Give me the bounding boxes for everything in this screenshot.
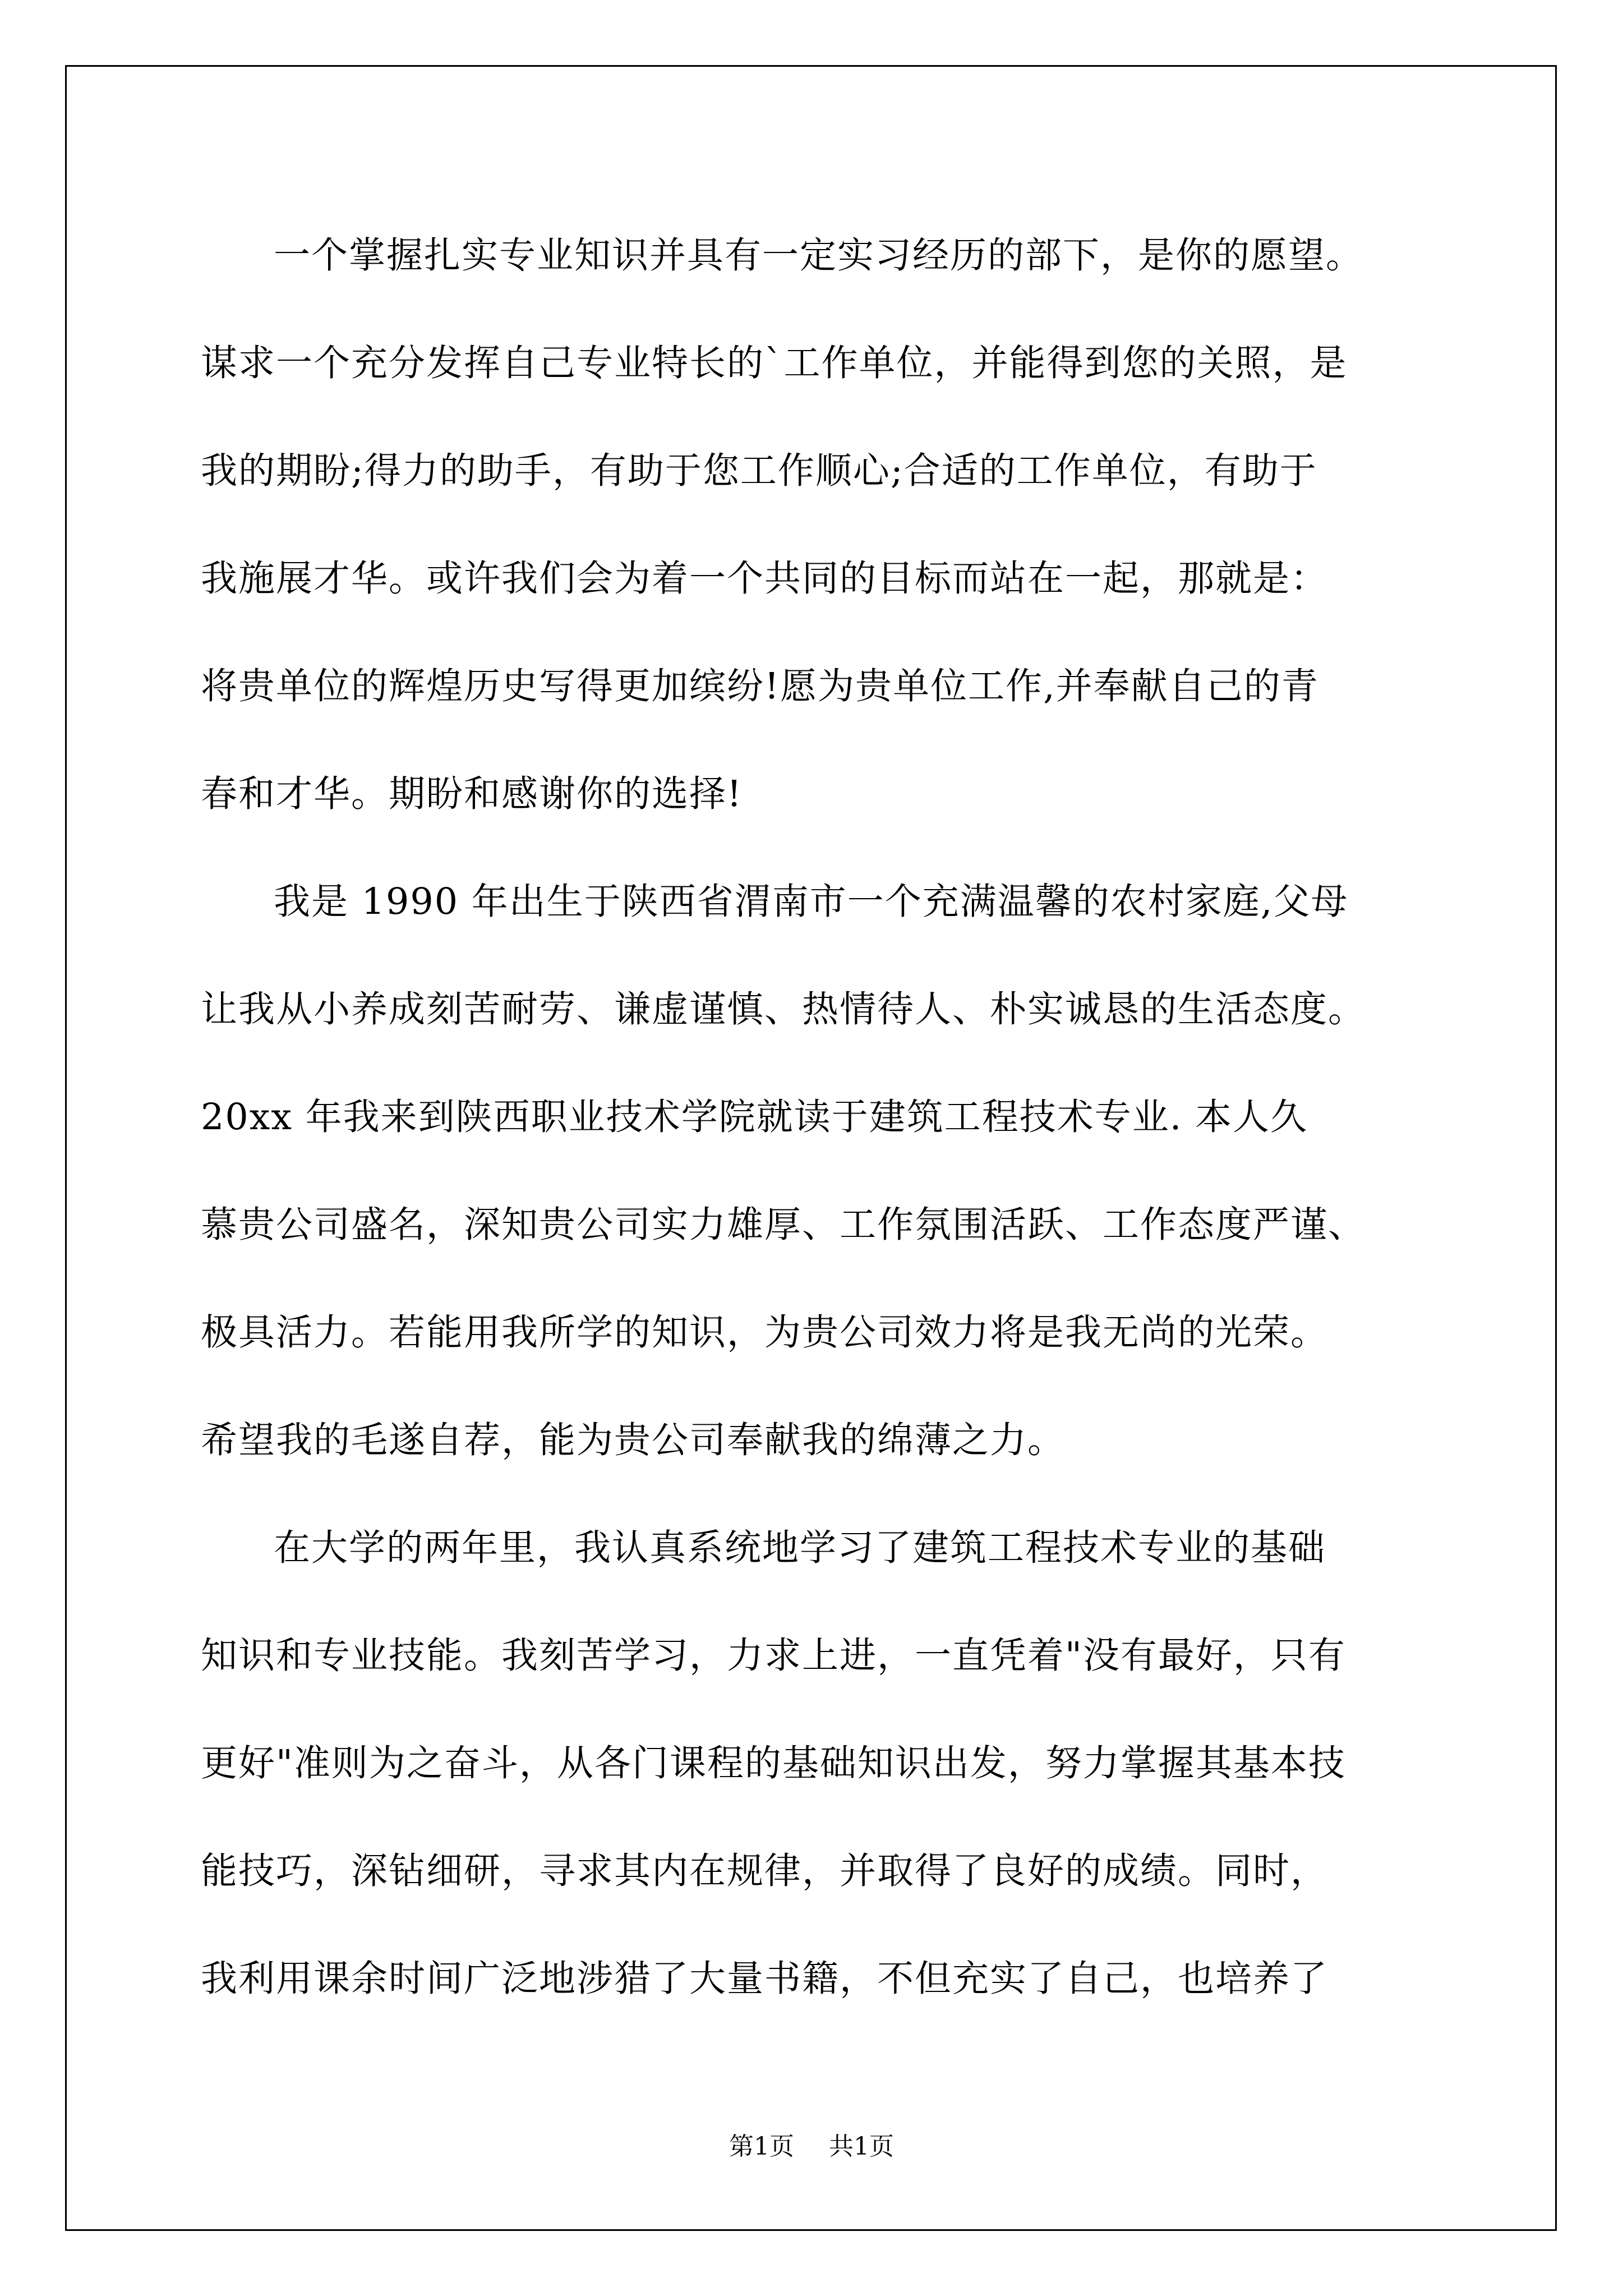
paragraph-line: 让我从小养成刻苦耐劳、谦虚谨慎、热情待人、朴实诚恳的生活态度。 [201,988,1366,1030]
page-total: 共1页 [829,2132,894,2161]
paragraph-line: 希望我的毛遂自荐，能为贵公司奉献我的绵薄之力。 [201,1419,1066,1461]
paragraph-line: 我的期盼;得力的助手，有助于您工作顺心;合适的工作单位，有助于 [201,450,1317,492]
paragraph-line: 将贵单位的辉煌历史写得更加缤纷!愿为贵单位工作,并奉献自己的青 [201,665,1319,707]
paragraph-line: 谋求一个充分发挥自己专业特长的`工作单位，并能得到您的关照，是 [201,342,1348,384]
paragraph-line: 春和才华。期盼和感谢你的选择! [201,773,743,815]
paragraph-line: 能技巧，深钻细研，寻求其内在规律，并取得了良好的成绩。同时， [201,1850,1329,1892]
page-footer [0,2126,1623,2162]
paragraph-line: 知识和专业技能。我刻苦学习，力求上进，一直凭着"没有最好，只有 [201,1635,1346,1677]
paragraph-line: 在大学的两年里，我认真系统地学习了建筑工程技术专业的基础 [274,1527,1326,1569]
page-number: 第1页 [729,2132,794,2161]
paragraph-line: 更好"准则为之奋斗，从各门课程的基础知识出发，努力掌握其基本技 [201,1742,1346,1784]
paragraph-line: 我施展才华。或许我们会为着一个共同的目标而站在一起，那就是： [201,558,1329,600]
document-body [201,202,1435,2033]
paragraph-line: 极具活力。若能用我所学的知识，为贵公司效力将是我无尚的光荣。 [201,1312,1329,1354]
paragraph-line: 慕贵公司盛名，深知贵公司实力雄厚、工作氛围活跃、工作态度严谨、 [201,1204,1366,1246]
paragraph-line: 我利用课余时间广泛地涉猎了大量书籍，不但充实了自己，也培养了 [201,1958,1329,2000]
paragraph-line: 我是 1990 年出生于陕西省渭南市一个充满温馨的农村家庭,父母 [274,881,1349,923]
paragraph-line: 20xx 年我来到陕西职业技术学院就读于建筑工程技术专业. 本人久 [201,1096,1308,1138]
paragraph-line: 一个掌握扎实专业知识并具有一定实习经历的部下，是你的愿望。 [274,234,1364,277]
